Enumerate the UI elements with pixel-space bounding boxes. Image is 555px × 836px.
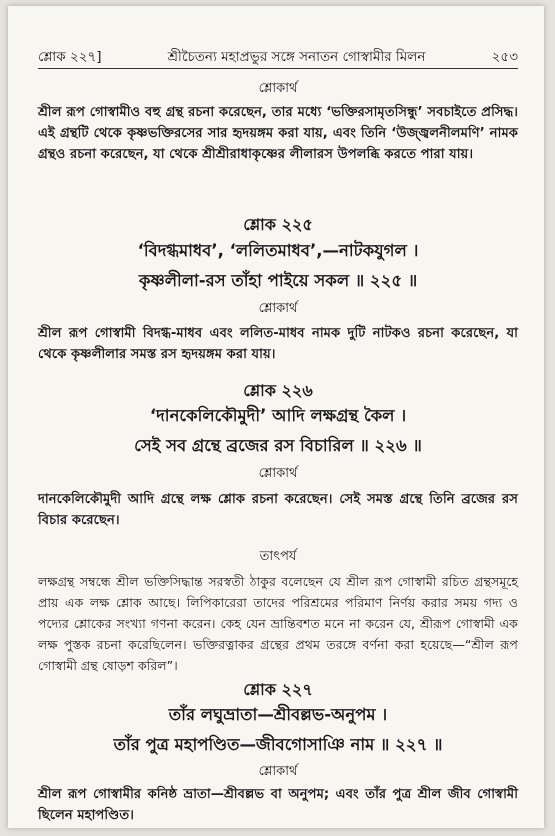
purport-label: তাৎপর্য <box>259 549 297 564</box>
translation-224: শ্রীল রূপ গোস্বামীও বহু গ্রন্থ রচনা করেছেন, তার মধ্যে ‘ভক্তিরসামৃতসিন্ধু’ সবচাইতে প্রসিদ্ধ। এই গ্রন্থটি থেকে কৃষ্ণভক্তিরসের সার হৃদয়ঙ্গম করা যায়, এবং তিনি ‘উজ্জ্বলনীলমণি’ নামক গ্রন্থও রচনা করেছেন, যা থেকে শ্রীশ্রীরাধাকৃষ্ণের লীলারস উপলব্ধি করতে পারা যায়। <box>38 105 518 162</box>
translation-226: দানকেলিকৌমুদী আদি গ্রন্থে লক্ষ শ্লোক রচনা করেছেন। সেই সমস্ত গ্রন্থে তিনি ব্রজের রস বিচার করেছেন। <box>38 492 518 528</box>
translation-label-224: শ্লোকার্থ <box>258 81 298 96</box>
running-header <box>38 46 518 69</box>
verse-title-227: শ্লোক ২২৭ <box>243 680 313 699</box>
translation-225: শ্রীল রূপ গোস্বামী বিদগ্ধ-মাধব এবং ললিত-মাধব নামক দুটি নাটকও রচনা করেছেন, যা থেকে কৃষ্ণলীলার সমস্ত রস হৃদয়ঙ্গম করা যায়। <box>38 326 518 362</box>
verse-226-line-1: ‘দানকেলিকৌমুদী’ আদি লক্ষগ্রন্থ কৈল । <box>149 406 407 425</box>
header-rule <box>38 68 518 69</box>
translation-227: শ্রীল রূপ গোস্বামীর কনিষ্ঠ ভ্রাতা—শ্রীবল্লভ বা অনুপম; এবং তাঁর পুত্র শ্রীল জীব গোস্বামী ছিলেন মহাপণ্ডিত। <box>38 787 518 823</box>
verse-225-line-1: ‘বিদগ্ধমাধব’, ‘ললিতমাধব’,—নাটকযুগল । <box>137 241 419 260</box>
verse-227-line-1: তাঁর লঘুভ্রাতা—শ্রীবল্লভ-অনুপম । <box>168 705 388 724</box>
verse-227-line-2: তাঁর পুত্র মহাপণ্ডিত—জীবগোসাঞি নাম ॥ ২২৭ ॥ <box>113 735 443 754</box>
verse-title-226: শ্লোক ২২৬ <box>243 381 313 400</box>
header-verse-ref: শ্লোক ২২৭] <box>38 49 102 65</box>
verse-title-225: শ্লোক ২২৫ <box>243 215 313 234</box>
book-page <box>8 6 544 828</box>
verse-225-line-2: কৃষ্ণলীলা-রস তাঁহা পাইয়ে সকল ॥ ২২৫ ॥ <box>138 271 418 290</box>
translation-label-225: শ্লোকার্থ <box>258 301 298 316</box>
purport-text: লক্ষগ্রন্থ সম্বন্ধে শ্রীল ভক্তিসিদ্ধান্ত সরস্বতী ঠাকুর বলেছেন যে শ্রীল রূপ গোস্বামী রচিত গ্রন্থসমূহে প্রায় এক লক্ষ শ্লোক আছে। লিপিকারেরা তাদের পরিশ্রমের পরিমাণ নির্ণয় করার সময় গদ্য ও পদ্যের শ্লোকের সংখ্যা গণনা করেন। কেহ যেন ভ্রান্তিবশত মনে না করেন যে, শ্রীরূপ গোস্বামী এক লক্ষ পুস্তক রচনা করেছিলেন। ভক্তিরত্নাকর গ্রন্থের প্রথম তরঙ্গে বর্ণনা করা হয়েছে—“শ্রীল রূপ গোস্বামী গ্রন্থ ষোড়শ করিল”। <box>38 574 518 673</box>
verse-226-line-2: সেই সব গ্রন্থে ব্রজের রস বিচারিল ॥ ২২৬ ॥ <box>134 436 422 455</box>
translation-label-227: শ্লোকার্থ <box>258 764 298 779</box>
page-number: ২৫৩ <box>491 49 518 65</box>
header-title: শ্রীচৈতন্য মহাপ্রভুর সঙ্গে সনাতন গোস্বামীর মিলন <box>167 49 426 65</box>
translation-label-226: শ্লোকার্থ <box>258 466 298 481</box>
